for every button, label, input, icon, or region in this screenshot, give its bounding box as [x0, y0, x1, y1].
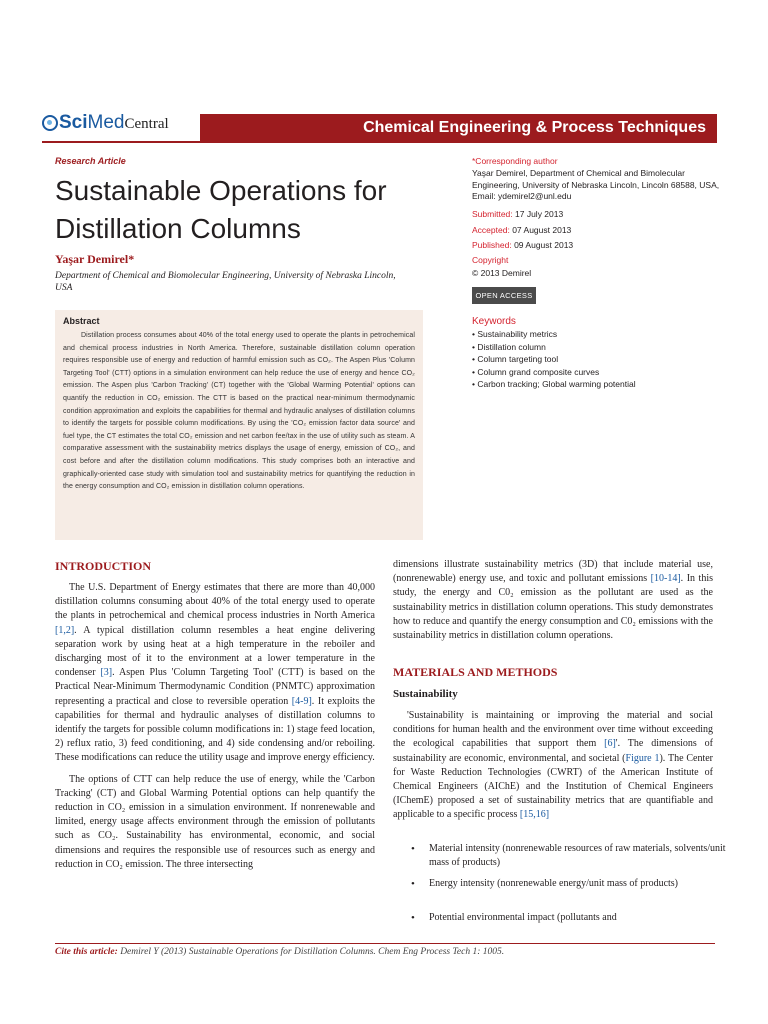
header-rule [42, 141, 717, 143]
submitted-line: Submitted: 17 July 2013 [472, 209, 564, 219]
intro-paragraph-1: The U.S. Department of Energy estimates that there are more than 40,000 distillation columns consuming about 40% of the total energy used to operate the plants in petrochemical and chemical process industries in North America [1,2]. A typical distillation column resembles a heat engine delivering separation work by using heat at a high temperature in the reboiler and discharging most of it to the environment at a lower temperature in the condenser [3]. Aspen Plus 'Column Targeting Tool' (CTT) is based on the Practical Near-Minimum Thermodynamic Condition (PNMTC) approximation representing a practical and close to reversible operation [4-9]. It exploits the capabilities for thermal and hydraulic analyses of distillation columns to identify the targets for possible column modifications in: 1) stage feed location, 2) reflux ratio, 3) feed conditioning, and 4) side condensing and/or reboiling. These modifications can reduce the utility usage and improve energy efficiency. [55, 582, 375, 764]
citation-link[interactable]: [4-9] [291, 695, 312, 707]
logo-med: Med [87, 112, 125, 133]
right-column-intro [393, 558, 713, 643]
citation-link[interactable]: [1,2] [55, 624, 75, 636]
citation-link[interactable]: [6] [604, 738, 616, 750]
materials-methods-heading: MATERIALS AND METHODS [393, 665, 558, 679]
citation-link[interactable]: [10-14] [650, 573, 681, 585]
article-title: Sustainable Operations for Distillation Columns [55, 175, 387, 244]
abstract-box [55, 310, 423, 540]
keyword-item: • Carbon tracking; Global warming potential [472, 379, 636, 389]
logo-ring-icon [42, 115, 58, 131]
sustainability-column [393, 709, 713, 823]
logo-central: Central [124, 116, 169, 132]
intro-column [55, 581, 375, 872]
publisher-logo [42, 112, 169, 134]
accepted-line: Accepted: 07 August 2013 [472, 225, 572, 235]
citation-footer: Cite this article: Demirel Y (2013) Sustainable Operations for Distillation Columns. Chem Eng Process Tech 1: 1005. [55, 947, 505, 957]
copyright-label: Copyright [472, 255, 509, 265]
footer-rule [55, 943, 715, 944]
bullet-item: • Material intensity (nonrenewable resources of raw materials, solvents/unit mass of products) [411, 843, 726, 868]
intro-paragraph-2: The options of CTT can help reduce the use of energy, while the 'Carbon Tracking' (CT) and Global Warming Potential options can help quantify the reduction in CO₂ emission in a simulation environment. If nonrenewable and limited, energy usage affects environment through the emission of pollutants such as CO₂. Sustainability has environmental, economic, and social dimensions and requires the responsible use of resources such as energy and reduction in CO₂ emission. The three intersecting [55, 773, 375, 870]
sustainability-heading: Sustainability [393, 688, 458, 700]
bullet-item: • Energy intensity (nonrenewable energy/unit mass of products) [411, 878, 679, 890]
author-name[interactable]: Yaşar Demirel* [55, 252, 135, 266]
keywords-list [472, 328, 636, 391]
abstract-heading: Abstract [63, 316, 100, 326]
corresponding-text[interactable]: Yaşar Demirel, Department of Chemical and Bimolecular Engineering, University of Nebraska Lincoln, Lincoln 68588, USA, Email: ydemirel2@unl.edu [472, 168, 720, 201]
journal-banner: Chemical Engineering & Process Techniques [200, 114, 717, 142]
sustainability-paragraph: 'Sustainability is maintaining or improving the material and social conditions for human health and the environment over time without exceeding the ecological capabilities that support them [6]'. The dimensions of sustainability are economic, environmental, and societal (Figure 1). The Center for Waste Reduction Technologies (CWRT) of the American Institute of Chemical Engineers (AIChE) and the Institution of Chemical Engineers (IChemE) proposed a set of sustainability metrics that are quantifiable and applicable to a specific process [15,16] [393, 710, 713, 821]
citation-link[interactable]: [15,16] [519, 809, 550, 821]
corresponding-label: *Corresponding author [472, 156, 558, 166]
abstract-text: Distillation process consumes about 40% of the total energy used to operate the plants in petrochemical and chemical process industries in North America. Therefore, sustainable distillation column operation requires responsible use of energy and reduction of harmful emission such as CO₂. The Aspen Plus 'Column Targeting Tool' (CTT) options in a simulation environment can help reduce the use of energy and hence CO₂ emission. The Aspen plus 'Carbon Tracking' (CT) together with the 'Global Warming Potential' options can quantify the reduction in CO₂ emission. The CTT is based on the practical near-minimum thermodynamic condition approximation and exploits the capabilities for thermal and hydraulic analyses of distillation columns to identify the targets for possible column modifications. By using the 'CO₂ emission factor data source' and fuel type, the CT estimates the total CO₂ emission and net carbon fee/tax in the use of utility such as steam. A comparative assessment with the sustainability metrics displays the usage of energy, emission of CO₂, and cost before and after the distillation column modifications. This study comprises both an interactive and graphically-oriented case study with simulation tool and sustainability metrics for quantifying the reduction in the energy consumption and CO₂ emission in distillation column operations. [63, 332, 415, 491]
logo-sci: Sci [59, 112, 88, 133]
open-access-badge: OPEN ACCESS [472, 287, 536, 304]
copyright-text: © 2013 Demirel [472, 268, 532, 278]
figure-link[interactable]: Figure 1 [625, 752, 660, 764]
keyword-item: • Column targeting tool [472, 354, 559, 364]
article-type: Research Article [55, 156, 126, 166]
keyword-item: • Column grand composite curves [472, 366, 600, 377]
keyword-item: • Distillation column [472, 341, 546, 352]
published-line: Published: 09 August 2013 [472, 240, 574, 250]
keywords-label: Keywords [472, 316, 516, 327]
right-paragraph-1: dimensions illustrate sustainability metrics (3D) that include material use, (nonrenewable) energy use, and toxic and pollutant emissions [10-14]. In this study, the energy and C0₂ emission as the pollutant are used as the sustainability metrics in distillation column operations. This study demonstrates how to reduce and quantify the energy consumption and C0₂ emissions with the sustainability metrics in distillation column operations. [393, 559, 713, 642]
bullet-item: • Potential environmental impact (pollutants and [411, 912, 617, 924]
citation-link[interactable]: [3] [100, 667, 113, 679]
keyword-item: • Sustainability metrics [472, 329, 558, 339]
introduction-heading: INTRODUCTION [55, 559, 152, 573]
author-affiliation: Department of Chemical and Biomolecular Engineering, University of Nebraska Lincoln, USA [55, 271, 396, 293]
